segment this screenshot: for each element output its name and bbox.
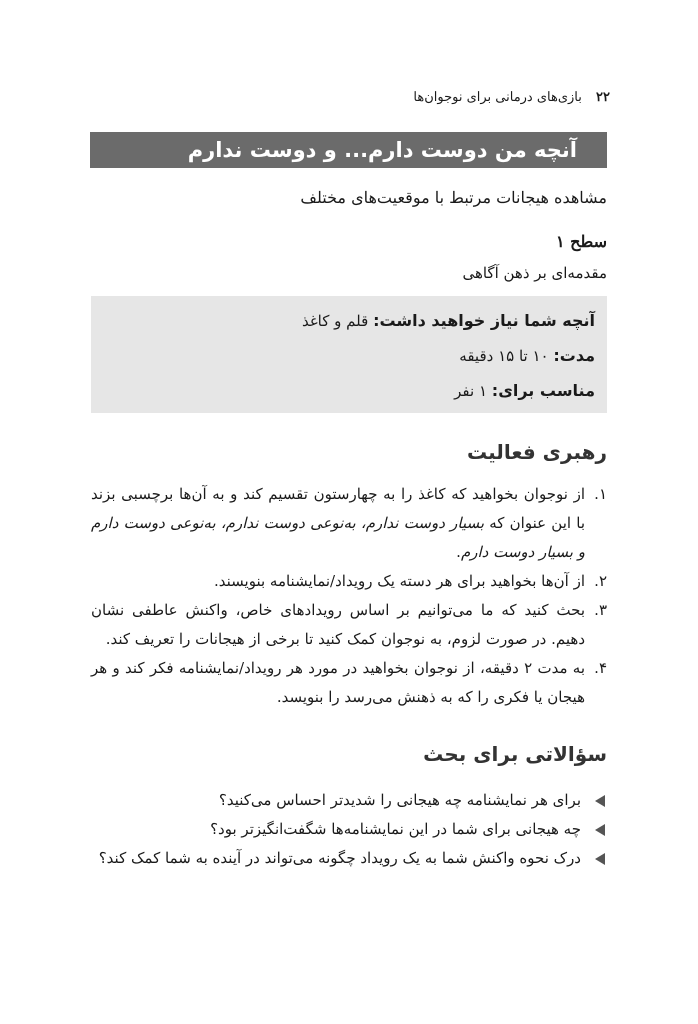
activity-subtitle: مشاهده هیجانات مرتبط با موقعیت‌های مختلف [300,188,607,207]
materials-row [91,308,595,343]
step-text: از نوجوان بخواهید که کاغذ را به چهارستون تقسیم کند و به آن‌ها برچسبی بزند با این عنوان که [91,485,585,532]
duration-key: مدت: [553,346,595,365]
page-number: ۲۲ [596,90,610,105]
step-item [91,480,607,567]
question-item [91,815,607,844]
duration-value: ۱۰ تا ۱۵ دقیقه [459,347,549,365]
running-header [88,90,610,105]
step-marker: ۱. [594,485,607,503]
step-marker: ۳. [594,601,607,619]
duration-row [91,343,595,378]
question-text: برای هر نمایشنامه چه هیجانی را شدیدتر احساس می‌کنید؟ [218,791,581,809]
activity-heading: رهبری فعالیت [466,440,607,464]
step-marker: ۲. [594,572,607,590]
question-item [91,844,607,873]
activity-steps [91,480,607,712]
step-text: بحث کنید که ما می‌توانیم بر اساس رویدادهای خاص، واکنش عاطفی نشان دهیم. در صورت لزوم، به نوجوان کمک کنید تا برخی از هیجانات را تعریف کند. [91,601,585,648]
discussion-heading: سؤالاتی برای بحث [423,742,607,766]
step-item [91,567,607,596]
info-box [91,296,607,413]
question-text: چه هیجانی برای شما در این نمایشنامه‌ها شگفت‌انگیزتر بود؟ [210,820,581,838]
step-marker: ۴. [594,659,607,677]
level-description: مقدمه‌ای بر ذهن آگاهی [462,264,607,282]
step-text-end: . [456,543,461,561]
suitable-key: مناسب برای: [491,381,595,400]
materials-key: آنچه شما نیاز خواهید داشت: [373,311,595,330]
step-text-italic: بسیار دوست ندارم، به‌نوعی دوست ندارم، به‌نوعی دوست دارم و بسیار دوست دارم [91,514,585,561]
step-text: از آن‌ها بخواهید برای هر دسته یک رویداد/نمایشنامه بنویسند. [213,572,585,590]
activity-title: آنچه من دوست دارم... و دوست ندارم [90,132,607,168]
triangle-bullet-icon [595,824,605,836]
step-item [91,596,607,654]
book-title: بازی‌های درمانی برای نوجوان‌ها [413,90,582,105]
question-item [91,786,607,815]
materials-value: قلم و کاغذ [301,312,369,330]
discussion-questions [91,786,607,873]
triangle-bullet-icon [595,795,605,807]
suitable-value: ۱ نفر [454,382,488,400]
step-item [91,654,607,712]
triangle-bullet-icon [595,853,605,865]
question-text: درک نحوه واکنش شما به یک رویداد چگونه می‌تواند در آینده به شما کمک کند؟ [98,849,581,867]
level-label: سطح ۱ [555,232,607,251]
step-text: به مدت ۲ دقیقه، از نوجوان بخواهید در مورد هر رویداد/نمایشنامه فکر کند و هر هیجان یا فکری را که به ذهنش می‌رسد را بنویسد. [91,659,585,706]
suitable-row [91,378,595,413]
